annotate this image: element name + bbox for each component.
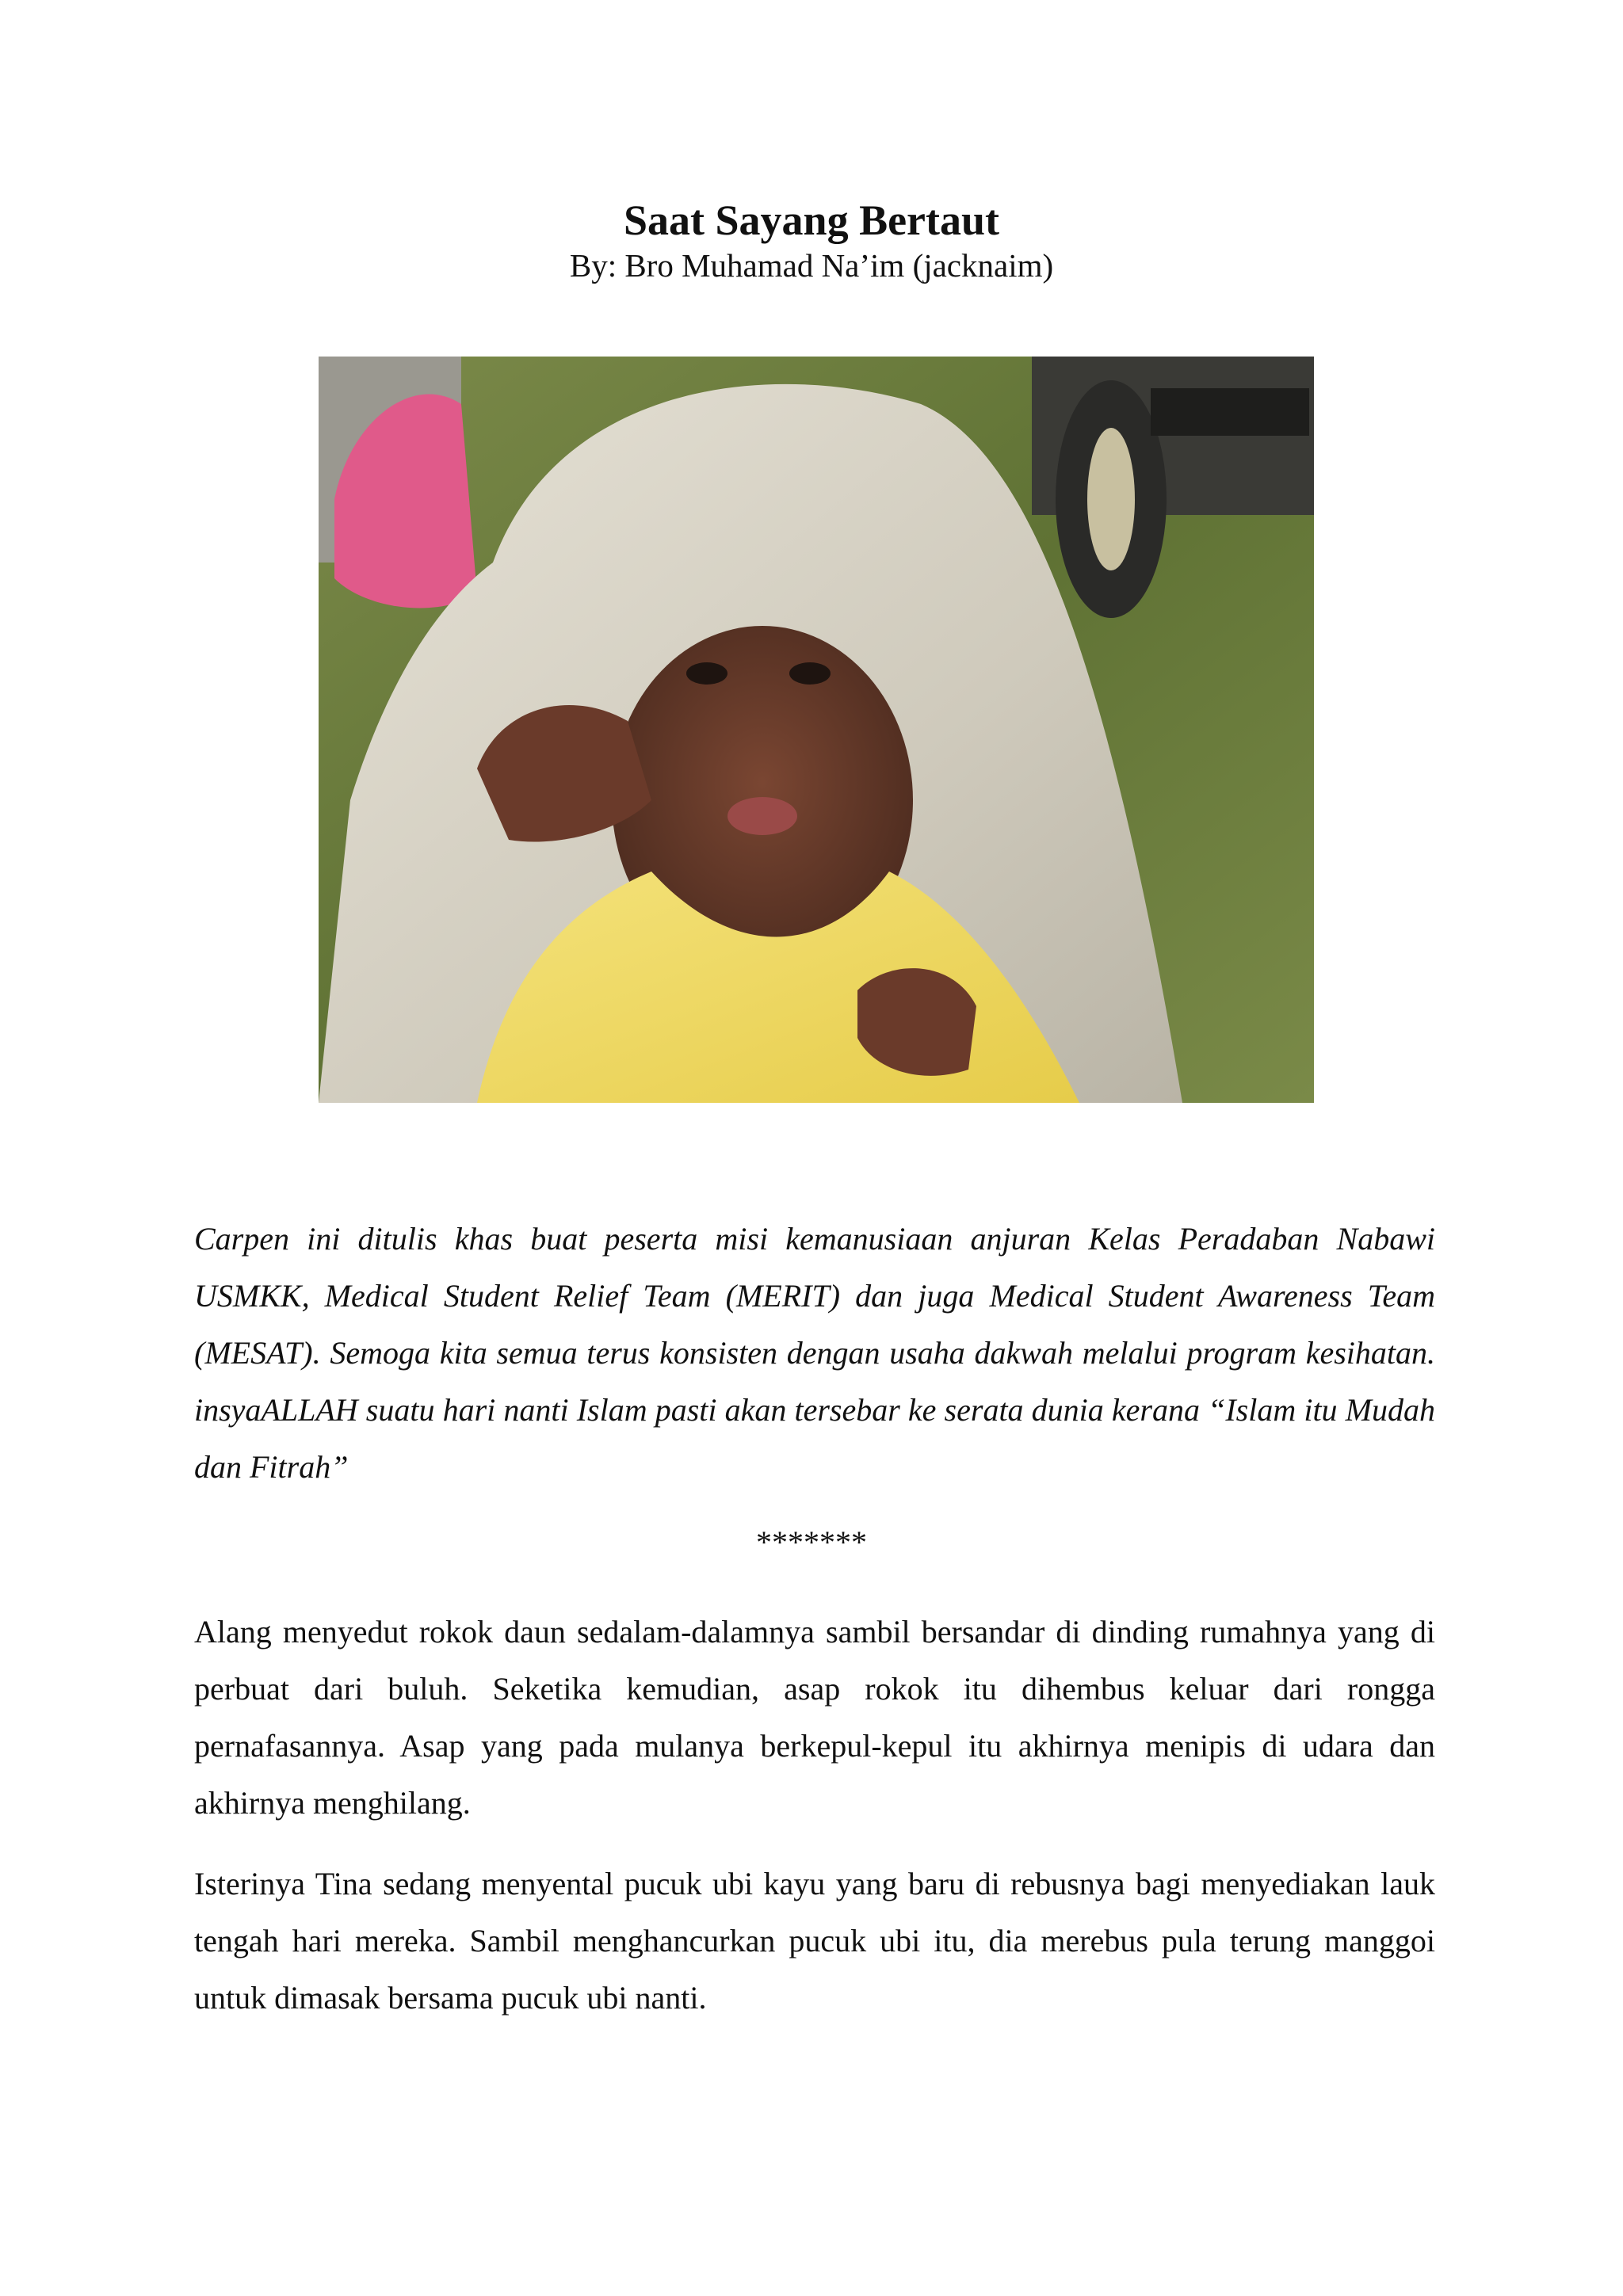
document-title: Saat Sayang Bertaut xyxy=(623,196,1000,244)
child-photo-illustration xyxy=(319,357,1314,1103)
child-photo xyxy=(319,357,1314,1103)
body-paragraph: Alang menyedut rokok daun sedalam-dalamnya sambil bersandar di dinding rumahnya yang di perbuat dari buluh. Seketika kemudian, asap rokok itu dihembus keluar dari rongga pernafasannya. Asap yang pada mulanya berkepul-kepul itu akhirnya menipis di udara dan akhirnya menghilang. xyxy=(194,1614,1435,1821)
document-byline: By: Bro Muhamad Na’im (jacknaim) xyxy=(569,247,1054,284)
intro-paragraph: Carpen ini ditulis khas buat peserta misi kemanusiaan anjuran Kelas Peradaban Nabawi USMKK, Medical Student Relief Team (MERIT) dan juga Medical Student Awareness Team (MESAT). Semoga kita semua terus konsisten dengan usaha dakwah melalui program kesihatan. insyaALLAH suatu hari nanti Islam pasti akan tersebar ke serata dunia kerana “Islam itu Mudah dan Fitrah” xyxy=(194,1221,1435,1485)
section-divider: ******* xyxy=(756,1524,867,1560)
body-paragraph: Isterinya Tina sedang menyental pucuk ubi kayu yang baru di rebusnya bagi menyediakan lauk tengah hari mereka. Sambil menghancurkan pucuk ubi itu, dia merebus pula terung manggoi untuk dimasak bersama pucuk ubi nanti. xyxy=(194,1866,1435,2016)
